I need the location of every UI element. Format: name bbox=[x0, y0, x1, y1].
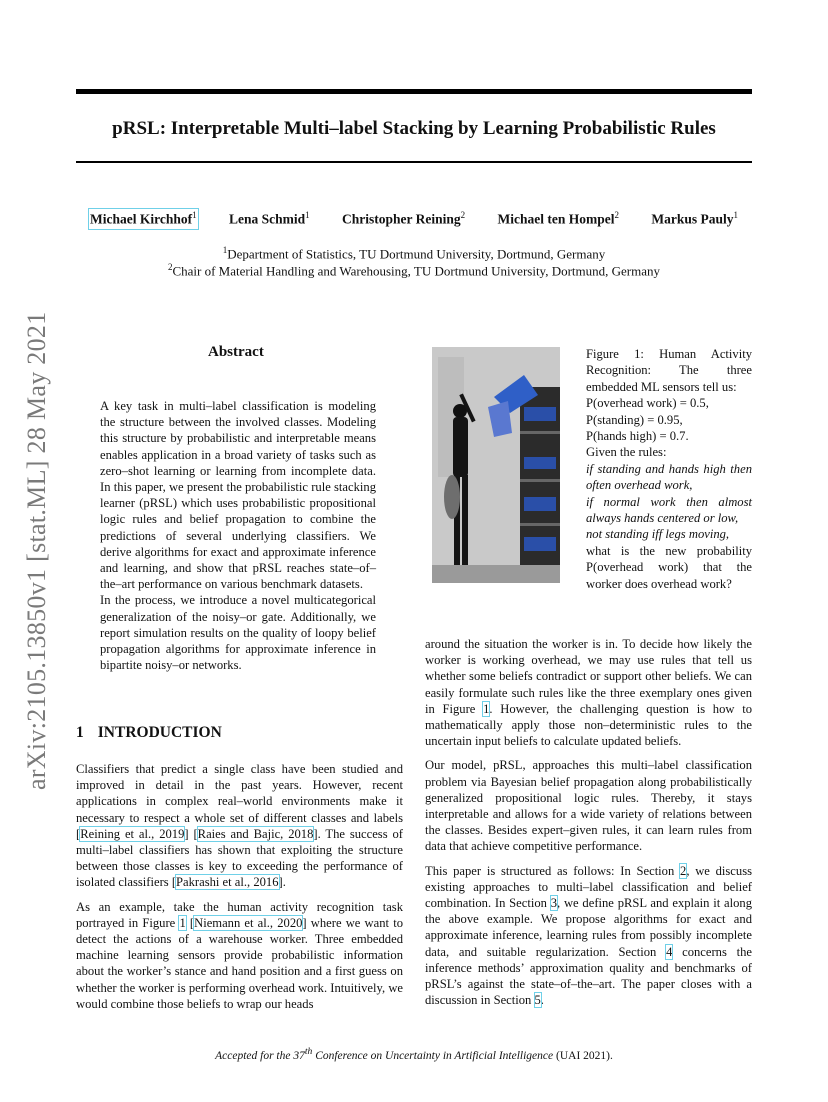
author-sup: 2 bbox=[614, 210, 619, 220]
section-link[interactable]: 4 bbox=[666, 944, 673, 959]
caption-text: Figure 1: Human Activity Recognition: The three embedded ML sensors tell us: bbox=[586, 347, 752, 394]
intro-paragraph-2 bbox=[76, 899, 403, 1012]
author-4 bbox=[498, 210, 619, 228]
citation-link[interactable]: Reining et al., 2019 bbox=[80, 826, 185, 841]
text: ]. The success of multi–label classifiers has shown that exploiting the structure between those classes is key to exceeding the performance of isolated classifiers [ bbox=[76, 826, 403, 890]
section-link[interactable]: 3 bbox=[550, 896, 558, 911]
text: ] [ bbox=[184, 826, 198, 841]
abstract-body bbox=[100, 398, 376, 673]
section-link[interactable]: 2 bbox=[680, 863, 687, 878]
author-name: Michael ten Hompel bbox=[497, 211, 615, 227]
right-paragraph-3 bbox=[425, 863, 752, 1009]
arxiv-stamp: arXiv:2105.13850v1 [stat.ML] 28 May 2021 bbox=[22, 311, 51, 790]
text: around the situation the worker is in. To decide how likely the worker is working overhead, we may use rules that tell us whether some beliefs contradict or support other beliefs. We can easily formulate such rules like the three exemplary ones given in Figure bbox=[425, 637, 752, 716]
caption-text: Given the rules: bbox=[586, 445, 667, 460]
text: ]. bbox=[278, 875, 286, 890]
author-5 bbox=[651, 210, 738, 228]
author-1[interactable] bbox=[90, 210, 197, 228]
caption-prob: P(standing) = 0.95, bbox=[586, 412, 683, 427]
caption-rule: if standing and hands high then often overhead work, bbox=[586, 461, 752, 493]
intro-left-column bbox=[76, 761, 403, 1020]
caption-prob: P(overhead work) = 0.5, bbox=[586, 396, 709, 411]
citation-link[interactable]: Niemann et al., 2020 bbox=[194, 915, 303, 930]
abstract-paragraph: In the process, we introduce a novel multicategorical generalization of the noisy–or gate. Additionally, we report simulation results on the quality of loopy belief propagation algorithms for approximate inference in bipartite noisy–or networks. bbox=[100, 593, 376, 673]
figure-1-caption bbox=[586, 346, 752, 592]
author-name: Lena Schmid bbox=[228, 211, 306, 227]
intro-paragraph-1 bbox=[76, 761, 403, 891]
text: , we discuss existing approaches to multi–label classification and belief combination. In Section bbox=[425, 863, 752, 911]
caption-question: what is the new probability P(overhead work) that the worker does overhead work? bbox=[586, 543, 752, 591]
affiliation-sup: 1 bbox=[222, 245, 228, 255]
right-paragraph-2: Our model, pRSL, approaches this multi–label classification problem via Bayesian belief propagation along probabilistically generalized propositional logic rules. Thereby, it stays interpretable and allows for a wide variety of relations between the classes. Besides expert–given rules, it can learn rules from data that achieve competitive performance. bbox=[425, 758, 752, 854]
abstract-paragraph: A key task in multi–label classification is modeling the structure between the involved classes. Modeling this structure by probabilistic and interpretable means enables application in a broad variety of tasks such as zero–shot learning or learning from incomplete data. In this paper, we present the probabilistic rule stacking learner (pRSL) which uses probabilistic propositional logic rules and belief propagation to combine the predictions of several underlying classifiers. We derive algorithms for exact and approximate inference and learning, and show that pRSL reaches state–of–the–art performance on various benchmark datasets. bbox=[100, 399, 376, 592]
author-sup: 1 bbox=[305, 210, 310, 220]
text: . However, the challenging question is how to mathematically apply those non–deterministic rules to the uncertain input beliefs to calculate updated beliefs. bbox=[425, 701, 752, 749]
title-bottom-rule bbox=[76, 161, 752, 163]
footer-text: Accepted for the 37 bbox=[215, 1049, 305, 1062]
author-sup: 2 bbox=[460, 210, 466, 220]
affiliation-text: Department of Statistics, TU Dortmund University, Dortmund, Germany bbox=[227, 246, 606, 262]
text: [ bbox=[185, 915, 195, 930]
figure-1-photo bbox=[432, 347, 560, 583]
text: concerns the inference methods’ approximation quality and benchmarks of pRSL’s against the state–of–the–art. The paper closes with a discussion in Section bbox=[425, 944, 753, 1008]
warehouse-worker-illustration bbox=[432, 347, 560, 583]
citation-link[interactable]: Raies and Bajic, 2018 bbox=[197, 826, 314, 841]
affiliation-text: Chair of Material Handling and Warehousing, TU Dortmund University, Dortmund, Germany bbox=[172, 263, 661, 279]
top-rule bbox=[76, 89, 752, 94]
section-number: 1 bbox=[76, 724, 84, 741]
abstract-heading: Abstract bbox=[208, 344, 264, 360]
text: Classifiers that predict a single class have been studied and improved in detail in the past years. However, recent applications in complex real–world environments make it necessary to respect a whole set of different classes and labels [ bbox=[76, 762, 403, 841]
affiliation-sup: 2 bbox=[167, 262, 173, 272]
right-paragraph-1 bbox=[425, 636, 752, 749]
text: As an example, take the human activity recognition task portrayed in Figure bbox=[76, 899, 403, 930]
figure-link[interactable]: 1 bbox=[483, 701, 490, 716]
author-2 bbox=[229, 210, 310, 228]
author-name: Michael Kirchhof bbox=[90, 211, 193, 227]
author-sup: 1 bbox=[733, 210, 738, 220]
text: , we define pRSL and explain it along the above example. We propose algorithms for exact and approximate inference, learning rules from possibly incomplete data, and suitable regularization. Section bbox=[425, 896, 752, 959]
caption-rule: not standing iff legs moving, bbox=[586, 527, 730, 542]
author-name: Christopher Reining bbox=[342, 211, 461, 227]
caption-prob: P(hands high) = 0.7. bbox=[586, 429, 689, 444]
citation-link[interactable]: Pakrashi et al., 2016 bbox=[176, 875, 279, 890]
section-link[interactable]: 5 bbox=[534, 993, 541, 1008]
footer-sup: th bbox=[304, 1046, 313, 1057]
author-list bbox=[76, 210, 752, 228]
footer-note bbox=[76, 1046, 752, 1062]
author-3 bbox=[342, 210, 465, 228]
author-sup: 1 bbox=[192, 210, 197, 220]
caption-rule: if normal work then almost always hands centered or low, bbox=[586, 494, 752, 526]
intro-right-column bbox=[425, 636, 752, 1016]
figure-link[interactable]: 1 bbox=[179, 915, 186, 930]
text: This paper is structured as follows: In Section bbox=[425, 863, 681, 878]
section-heading-introduction bbox=[76, 724, 222, 742]
affiliation-1 bbox=[76, 245, 752, 262]
footer-text: Conference on Uncertainty in Artificial Intelligence bbox=[312, 1049, 554, 1062]
text: . bbox=[540, 993, 544, 1008]
affiliation-2 bbox=[76, 262, 752, 279]
text: ] where we want to detect the actions of a warehouse worker. Three embedded machine learning sensors provide probabilistic information about the worker’s stance and hand position and a first guess on whether the worker is performing overhead work. Intuitively, we would combine those beliefs to wrap our heads bbox=[76, 915, 404, 1011]
footer-text: (UAI 2021). bbox=[553, 1049, 613, 1062]
author-name: Markus Pauly bbox=[651, 211, 734, 227]
section-title: INTRODUCTION bbox=[97, 724, 222, 741]
paper-title: pRSL: Interpretable Multi–label Stacking by Learning Probabilistic Rules bbox=[112, 118, 716, 139]
